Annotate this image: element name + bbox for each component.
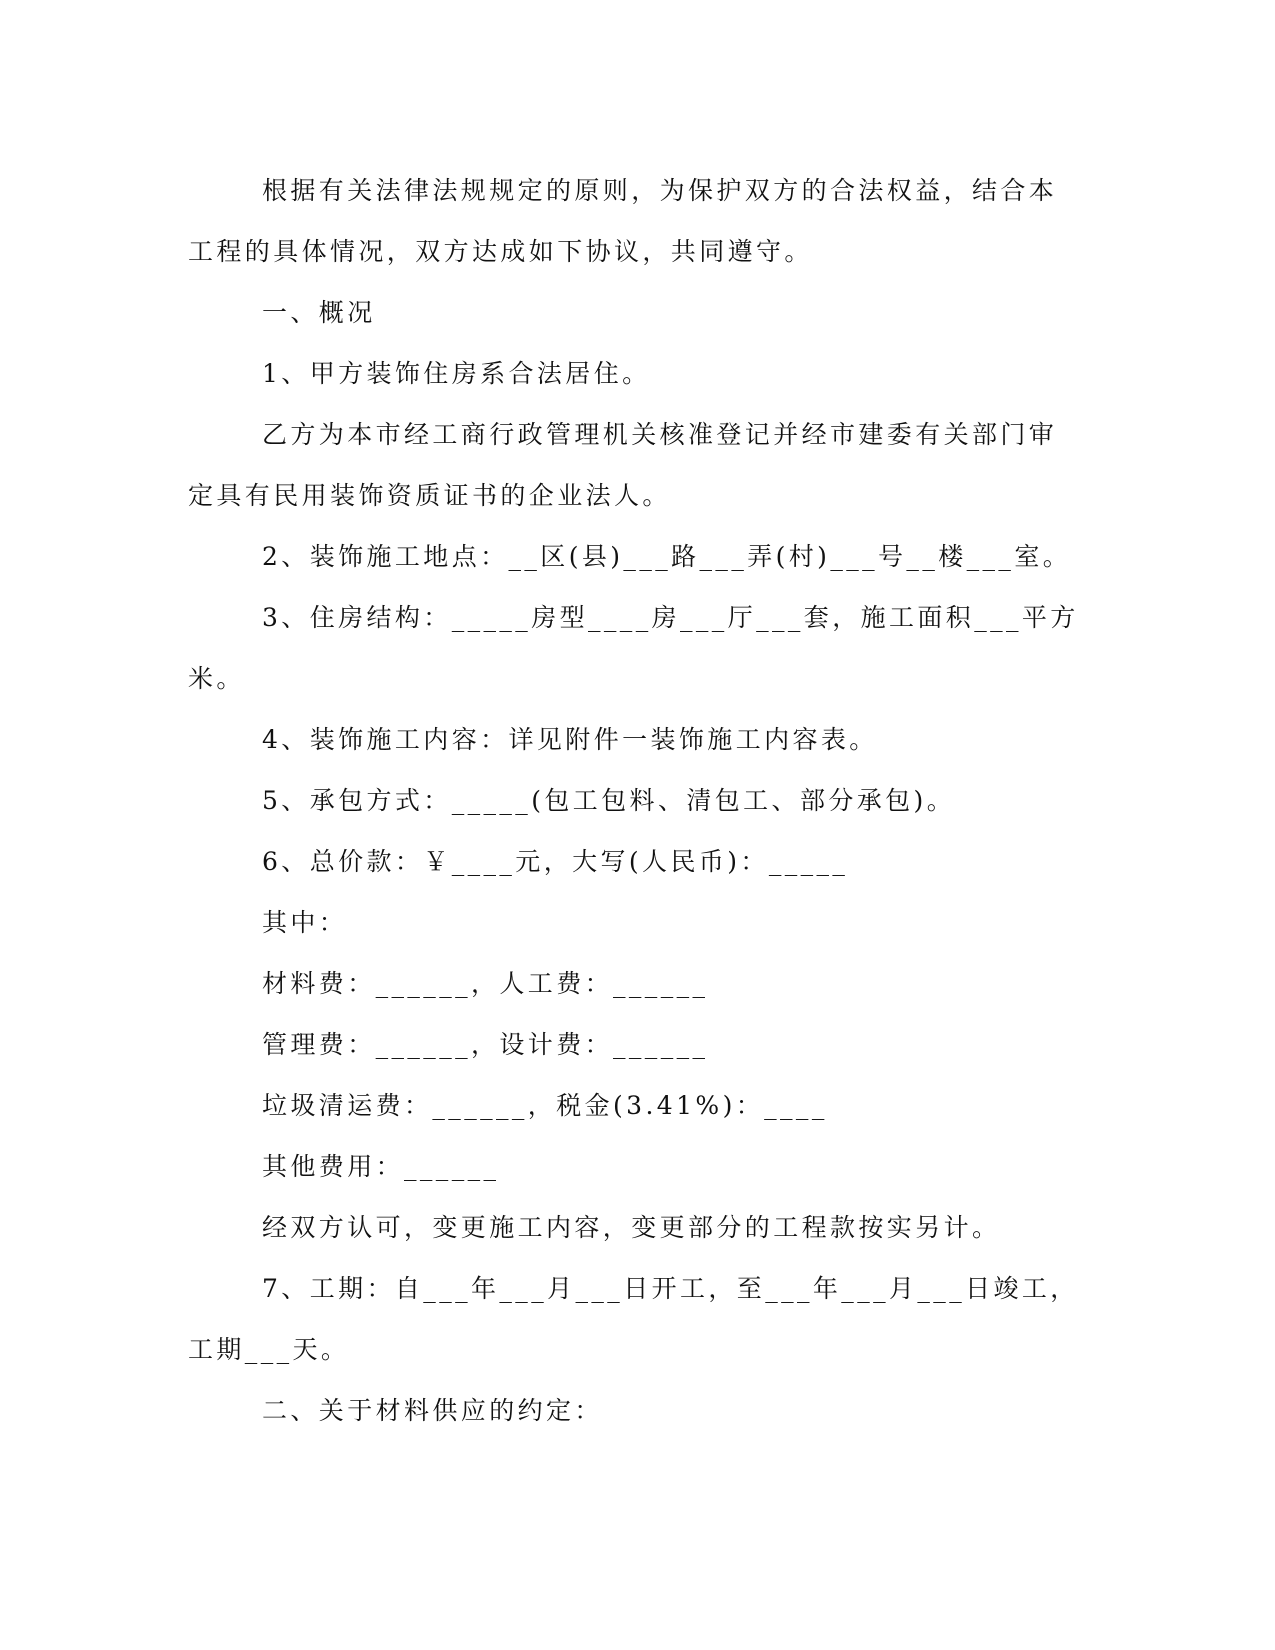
clause-change-note: 经双方认可，变更施工内容，变更部分的工程款按实另计。	[262, 1213, 1001, 1242]
clause-4-content: 4、装饰施工内容：详见附件一装饰施工内容表。	[262, 725, 878, 754]
paragraph-intro-line-2: 工程的具体情况，双方达成如下协议，共同遵守。	[188, 237, 813, 266]
clause-1: 1、甲方装饰住房系合法居住。	[262, 359, 651, 388]
price-material-labor: 材料费：______，人工费：______	[262, 969, 709, 998]
price-other: 其他费用：______	[262, 1152, 500, 1181]
clause-7-schedule-line-2: 工期___天。	[188, 1335, 350, 1364]
clause-party-b-line-1: 乙方为本市经工商行政管理机关核准登记并经市建委有关部门审	[262, 420, 1058, 449]
section-heading-overview: 一、概况	[262, 298, 376, 327]
clause-party-b-line-2: 定具有民用装饰资质证书的企业法人。	[188, 481, 671, 510]
clause-3-structure-line-1: 3、住房结构：_____房型____房___厅___套，施工面积___平方	[262, 603, 1079, 632]
price-management-design: 管理费：______，设计费：______	[262, 1030, 709, 1059]
price-waste-tax: 垃圾清运费：______，税金(3.41%)：____	[262, 1091, 828, 1120]
document-body	[188, 160, 1080, 1441]
clause-7-schedule-line-1: 7、工期：自___年___月___日开工，至___年___月___日竣工，	[262, 1274, 1079, 1303]
clause-3-structure-line-2: 米。	[188, 664, 245, 693]
section-heading-materials: 二、关于材料供应的约定：	[262, 1396, 603, 1425]
price-breakdown-heading: 其中：	[262, 908, 348, 937]
clause-6-total-price: 6、总价款：￥____元，大写(人民币)：_____	[262, 847, 849, 876]
clause-5-contract-method: 5、承包方式：_____(包工包料、清包工、部分承包)。	[262, 786, 956, 815]
clause-2-location: 2、装饰施工地点：__区(县)___路___弄(村)___号__楼___室。	[262, 542, 1072, 571]
paragraph-intro-line-1: 根据有关法律法规规定的原则，为保护双方的合法权益，结合本	[262, 176, 1058, 205]
